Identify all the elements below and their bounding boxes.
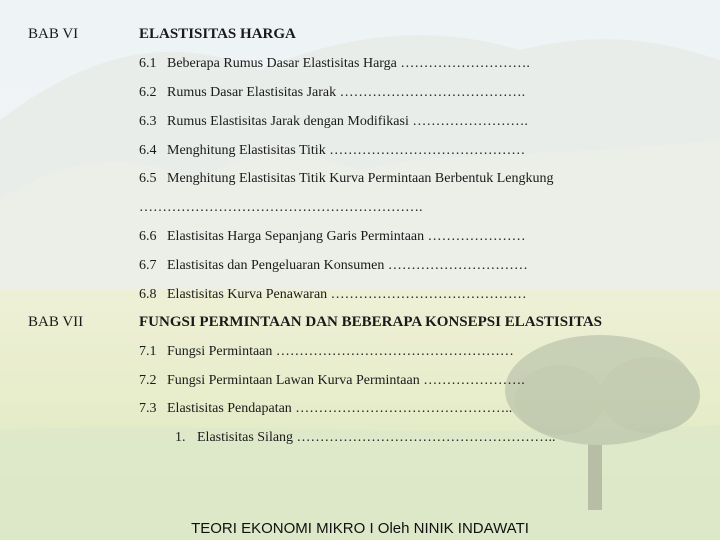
toc-item-6-7: [139, 258, 528, 274]
toc-item-6-4: [139, 143, 525, 159]
footer-text: TEORI EKONOMI MIKRO I Oleh NINIK INDAWATI: [191, 520, 529, 537]
toc-item-7-2: [139, 373, 525, 389]
toc-subitem-1: [175, 430, 556, 446]
bab-vi-title: ELASTISITAS HARGA: [139, 26, 296, 42]
toc-item-6-8: [139, 287, 527, 303]
item-number: 6.4: [139, 143, 157, 158]
toc-item-7-3: [139, 401, 512, 417]
item-number: 7.2: [139, 373, 157, 388]
toc-item-6-3: [139, 114, 528, 130]
item-text: Elastisitas Kurva Penawaran ……………………………………: [167, 287, 527, 302]
toc-item-6-5-continuation: [139, 200, 423, 216]
item-number: 7.1: [139, 344, 157, 359]
bab-vii-title: FUNGSI PERMINTAAN DAN BEBERAPA KONSEPSI ELASTISITAS: [139, 314, 603, 330]
toc-item-6-1: [139, 56, 530, 72]
item-text: Menghitung Elastisitas Titik Kurva Permintaan Berbentuk Lengkung: [167, 171, 554, 186]
item-number: 6.2: [139, 85, 157, 100]
item-text: Rumus Dasar Elastisitas Jarak ………………………………….: [167, 85, 526, 100]
item-number: 7.3: [139, 401, 157, 416]
item-text: Elastisitas Pendapatan ………………………………………..: [167, 401, 513, 416]
bab-vii-label: BAB VII: [28, 314, 84, 330]
toc-item-6-2: [139, 85, 525, 101]
item-text: Elastisitas Harga Sepanjang Garis Permintaan …………………: [167, 229, 526, 244]
item-number: 6.3: [139, 114, 157, 129]
toc-item-6-5: [139, 171, 554, 187]
item-text: Rumus Elastisitas Jarak dengan Modifikasi …………………….: [167, 114, 528, 129]
bab-vi-label: BAB VI: [28, 26, 79, 42]
item-text: Elastisitas Silang ………………………………………………..: [197, 430, 556, 445]
item-number: 6.5: [139, 171, 157, 186]
item-text: Fungsi Permintaan ……………………………………………: [167, 344, 514, 359]
item-number: 1.: [175, 430, 186, 445]
item-number: 6.8: [139, 287, 157, 302]
item-number: 6.1: [139, 56, 157, 71]
item-number: 6.7: [139, 258, 157, 273]
toc-item-6-6: [139, 229, 526, 245]
item-text: Elastisitas dan Pengeluaran Konsumen …………………………: [167, 258, 528, 273]
item-text: Beberapa Rumus Dasar Elastisitas Harga ……………………….: [167, 56, 530, 71]
toc-item-7-1: [139, 344, 514, 360]
item-number: 6.6: [139, 229, 157, 244]
item-text: …………………………………………………….: [139, 200, 423, 215]
item-text: Fungsi Permintaan Lawan Kurva Permintaan ………………….: [167, 373, 525, 388]
item-text: Menghitung Elastisitas Titik ……………………………………: [167, 143, 526, 158]
